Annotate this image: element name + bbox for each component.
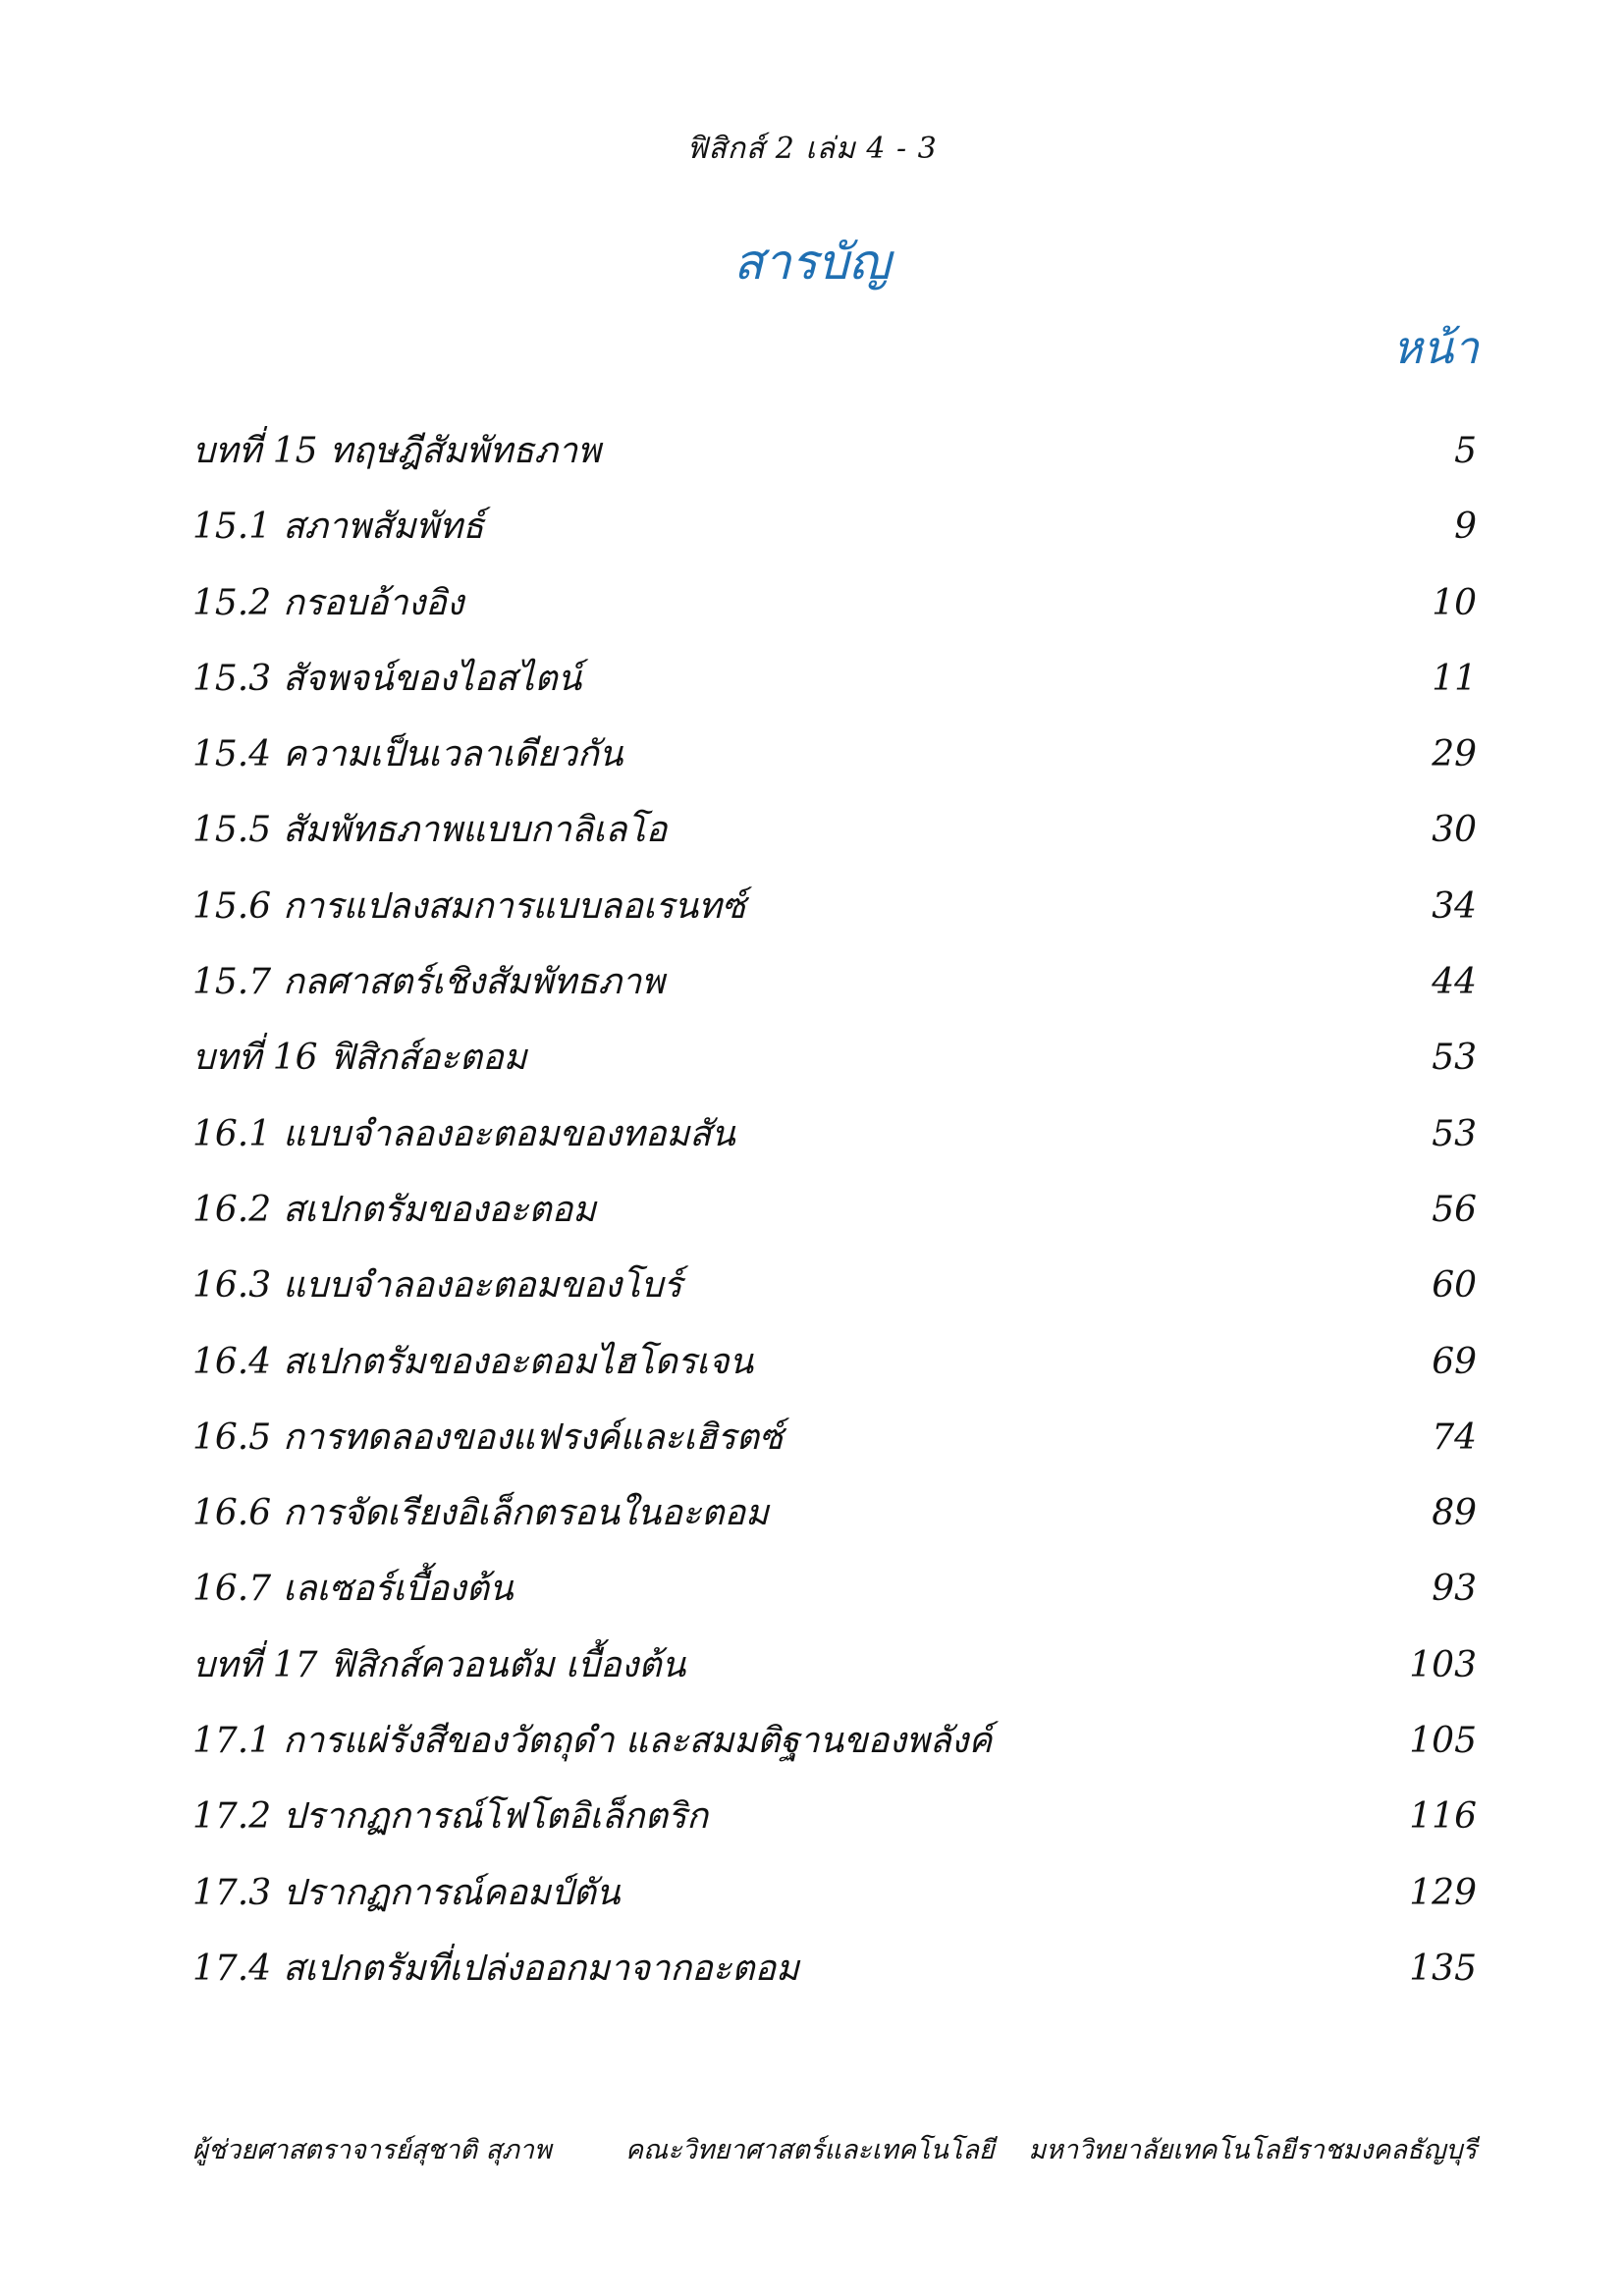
toc-entry	[192, 1256, 1477, 1332]
toc-entry-label: ฟิสิกส์ควอนตัม เบื้องต้น	[329, 1644, 686, 1685]
toc-entry	[192, 878, 1477, 953]
toc-entry-number: 15.7	[192, 962, 272, 1003]
toc-entry-label: แบบจำลองอะตอมของโบร์	[283, 1265, 682, 1307]
toc-entry-page: 29	[1432, 734, 1477, 775]
toc-entry-text	[192, 953, 665, 1009]
toc-entry-label: กลศาสตร์เชิงสัมพัทธภาพ	[283, 962, 665, 1003]
toc-entry-number: 16.6	[192, 1493, 272, 1534]
toc-entry-text	[192, 1256, 682, 1312]
toc-entry-page: 9	[1454, 507, 1477, 548]
toc-entry-text	[192, 1712, 992, 1768]
toc-entry-page: 5	[1454, 431, 1477, 471]
toc-entry	[192, 574, 1477, 650]
footer-author: ผู้ช่วยศาสตราจารย์สุชาติ สุภาพ	[192, 2135, 552, 2165]
toc-entry-number: 17.1	[192, 1721, 272, 1762]
toc-entry	[192, 422, 1477, 498]
toc-entry-number: 17.3	[192, 1872, 272, 1913]
toc-entry	[192, 1409, 1477, 1484]
toc-entry-page: 11	[1432, 658, 1477, 699]
toc-entry-label: ฟิสิกส์อะตอม	[329, 1038, 527, 1079]
toc-entry-page: 30	[1432, 810, 1477, 851]
toc-entry-number: 16.2	[192, 1189, 272, 1230]
toc-entry-number: 15.2	[192, 582, 272, 623]
toc-entry-label: สัจพจน์ของไอสไตน์	[283, 658, 582, 699]
toc-entry-number: บทที่ 15	[192, 431, 318, 471]
toc-entry-label: สัมพัทธภาพแบบกาลิเลโอ	[283, 810, 668, 851]
toc-entry-text	[192, 801, 667, 857]
toc-entry-page: 135	[1409, 1948, 1477, 1989]
toc-entry	[192, 1636, 1477, 1712]
toc-entry-page: 10	[1432, 582, 1477, 623]
toc-entry-page: 56	[1432, 1189, 1477, 1230]
toc-entry	[192, 1333, 1477, 1409]
toc-entry-number: 15.3	[192, 658, 272, 699]
toc-entry-text	[192, 1864, 621, 1920]
toc-entry	[192, 1105, 1477, 1181]
toc-entry-page: 53	[1432, 1038, 1477, 1079]
toc-entry	[192, 1864, 1477, 1940]
toc-entry-text	[192, 1636, 685, 1692]
toc-entry-label: การทดลองของแฟรงค์และเฮิรตซ์	[283, 1416, 784, 1458]
toc-entry-number: บทที่ 17	[192, 1644, 318, 1685]
toc-entry-label: สภาพสัมพัทธ์	[283, 507, 484, 548]
toc-entry-number: 15.5	[192, 810, 272, 851]
toc-entry-text	[192, 1788, 708, 1843]
toc-entry-text	[192, 650, 581, 706]
toc-entry	[192, 953, 1477, 1029]
toc-entry-text	[192, 1560, 514, 1616]
toc-entry-label: ปรากฏการณ์โฟโตอิเล็กตริก	[283, 1796, 709, 1838]
toc-entry-label: การแปลงสมการแบบลอเรนทซ์	[283, 885, 746, 927]
toc-entry	[192, 1181, 1477, 1256]
toc-entry	[192, 1940, 1477, 2015]
running-header: ฟิสิกส์ 2 เล่ม 4 - 3	[686, 132, 938, 166]
toc-entry	[192, 1484, 1477, 1560]
toc-entry-page: 69	[1432, 1341, 1477, 1382]
toc-entry-number: 16.4	[192, 1341, 272, 1382]
toc-entry-number: 15.1	[192, 507, 272, 548]
footer-faculty: คณะวิทยาศาสตร์และเทคโนโลยี	[624, 2135, 995, 2165]
toc-entry-page: 93	[1432, 1569, 1477, 1610]
toc-entry-label: สเปกตรัมของอะตอมไฮโดรเจน	[283, 1341, 754, 1382]
toc-entry-label: แบบจำลองอะตอมของทอมสัน	[283, 1113, 735, 1154]
toc-entry-label: ปรากฏการณ์คอมป์ตัน	[283, 1872, 621, 1913]
toc-entry-page: 60	[1432, 1265, 1477, 1307]
toc-list	[192, 422, 1477, 2015]
toc-entry	[192, 725, 1477, 801]
toc-entry-text	[192, 1409, 783, 1465]
toc-entry-text	[192, 498, 484, 554]
toc-entry-page: 103	[1409, 1644, 1477, 1685]
toc-entry-number: 17.4	[192, 1948, 272, 1989]
toc-entry-text	[192, 725, 623, 781]
toc-entry-text	[192, 422, 601, 478]
toc-entry-label: การจัดเรียงอิเล็กตรอนในอะตอม	[283, 1493, 769, 1534]
toc-entry-number: บทที่ 16	[192, 1038, 318, 1079]
toc-entry-label: ความเป็นเวลาเดียวกัน	[283, 734, 623, 775]
footer	[192, 2128, 1477, 2170]
page-title: สารบัญ	[733, 234, 891, 291]
toc-entry-text	[192, 1333, 753, 1389]
toc-entry	[192, 1560, 1477, 1635]
toc-entry	[192, 801, 1477, 877]
toc-entry-page: 89	[1432, 1493, 1477, 1534]
toc-entry	[192, 650, 1477, 725]
toc-entry-number: 16.3	[192, 1265, 272, 1307]
toc-entry-number: 15.6	[192, 885, 272, 927]
toc-entry-label: สเปกตรัมของอะตอม	[283, 1189, 597, 1230]
toc-entry-number: 17.2	[192, 1796, 272, 1838]
toc-entry-text	[192, 1181, 596, 1237]
toc-entry-text	[192, 878, 745, 934]
toc-entry-number: 15.4	[192, 734, 272, 775]
footer-university: มหาวิทยาลัยเทคโนโลยีราชมงคลธัญบุรี	[1028, 2135, 1477, 2165]
toc-entry-text	[192, 574, 463, 630]
toc-entry-page: 129	[1409, 1872, 1477, 1913]
footer-institution	[625, 2128, 1477, 2170]
toc-entry-label: ทฤษฎีสัมพัทธภาพ	[329, 431, 601, 471]
toc-entry-text	[192, 1940, 799, 1996]
toc-entry	[192, 498, 1477, 573]
toc-entry-page: 44	[1432, 962, 1477, 1003]
toc-entry-text	[192, 1029, 527, 1085]
toc-entry-page: 74	[1432, 1416, 1477, 1458]
toc-entry-page: 105	[1409, 1721, 1477, 1762]
toc-entry-number: 16.5	[192, 1416, 272, 1458]
toc-entry-label: สเปกตรัมที่เปล่งออกมาจากอะตอม	[283, 1948, 799, 1989]
page-column-label: หน้า	[1392, 321, 1479, 374]
toc-entry-page: 34	[1432, 885, 1477, 927]
toc-entry-page: 116	[1409, 1796, 1477, 1838]
toc-entry-label: การแผ่รังสีของวัตถุดำ และสมมติฐานของพลังค์	[283, 1721, 993, 1762]
toc-entry-text	[192, 1484, 769, 1540]
toc-entry-number: 16.1	[192, 1113, 272, 1154]
toc-entry-page: 53	[1432, 1113, 1477, 1154]
toc-entry-text	[192, 1105, 735, 1161]
toc-entry-label: เลเซอร์เบื้องต้น	[283, 1569, 514, 1610]
toc-entry	[192, 1029, 1477, 1104]
toc-entry-number: 16.7	[192, 1569, 272, 1610]
toc-entry-label: กรอบอ้างอิง	[283, 582, 464, 623]
toc-entry	[192, 1788, 1477, 1863]
toc-entry	[192, 1712, 1477, 1788]
